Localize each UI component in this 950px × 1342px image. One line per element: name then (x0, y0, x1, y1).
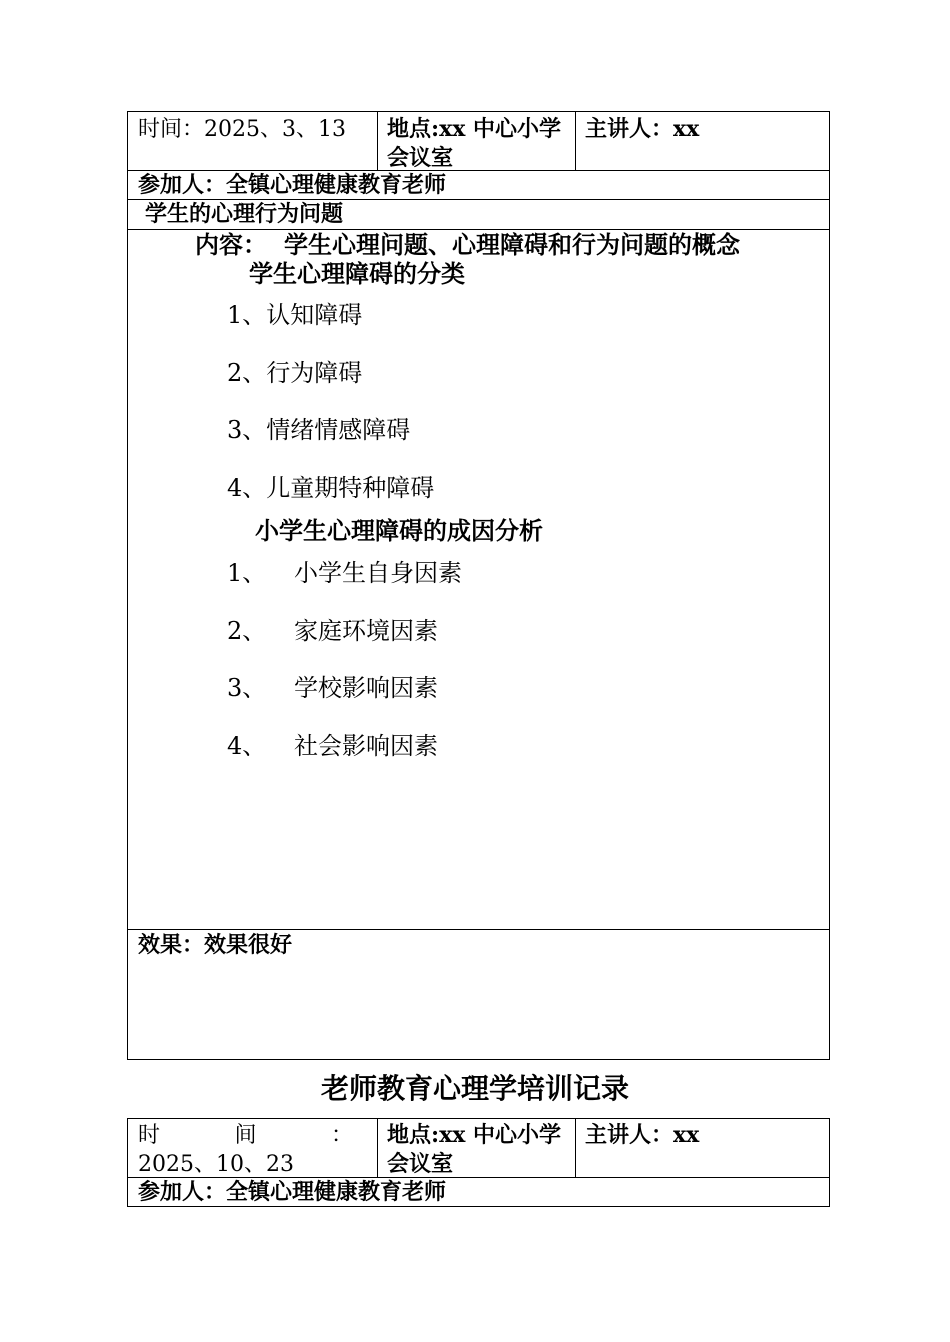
page-title: 老师教育心理学培训记录 (320, 1072, 629, 1105)
cause-text: 学校影响因素 (294, 674, 438, 702)
effect-cell: 效果：效果很好 (138, 932, 293, 958)
content-heading-concepts: 学生心理问题、心理障碍和行为问题的概念 (284, 230, 740, 259)
time-cell (138, 1121, 353, 1179)
time-value: 2025、10、23 (138, 1152, 294, 1177)
cause-number: 4、 (227, 732, 267, 760)
cause-text: 小学生自身因素 (294, 559, 462, 587)
content-heading-classification: 学生心理障碍的分类 (249, 259, 465, 288)
cause-item (227, 616, 438, 646)
time-label-char: ： (330, 1123, 353, 1148)
speaker-cell: 主讲人：xx (585, 1122, 700, 1148)
classification-item: 1、认知障碍 (227, 301, 363, 329)
cause-item (227, 731, 438, 761)
effect-row (128, 929, 829, 1059)
training-record-table-1 (127, 111, 830, 1060)
divider (377, 112, 378, 170)
time-cell: 时间：2025、3、13 (138, 117, 346, 142)
cause-number: 2、 (227, 617, 267, 645)
divider (575, 112, 576, 170)
speaker-cell: 主讲人：xx (585, 116, 700, 142)
divider (575, 1119, 576, 1177)
time-label-char: 时 (138, 1123, 161, 1148)
divider (377, 1119, 378, 1177)
location-cell: 地点:xx 中心小学会议室 (387, 1122, 562, 1177)
cause-number: 1、 (227, 559, 267, 587)
cause-number: 3、 (227, 674, 267, 702)
topic-row (128, 199, 829, 229)
classification-item: 4、儿童期特种障碍 (227, 474, 435, 502)
topic-cell: 学生的心理行为问题 (145, 201, 344, 227)
location-cell: 地点:xx 中心小学会议室 (387, 116, 562, 171)
cause-text: 社会影响因素 (294, 732, 438, 760)
causes-heading: 小学生心理障碍的成因分析 (255, 516, 543, 545)
participants-row (128, 1177, 829, 1206)
participants-cell: 参加人：全镇心理健康教育老师 (138, 172, 447, 198)
cause-text: 家庭环境因素 (294, 617, 438, 645)
training-record-table-2 (127, 1118, 830, 1207)
participants-cell: 参加人：全镇心理健康教育老师 (138, 1179, 447, 1205)
classification-item: 2、行为障碍 (227, 359, 363, 387)
content-row (128, 229, 829, 929)
time-label-char: 间 (234, 1123, 257, 1148)
content-label: 内容： (195, 230, 267, 259)
participants-row (128, 170, 829, 199)
classification-item: 3、情绪情感障碍 (227, 416, 411, 444)
cause-item (227, 673, 438, 703)
cause-item (227, 558, 462, 588)
